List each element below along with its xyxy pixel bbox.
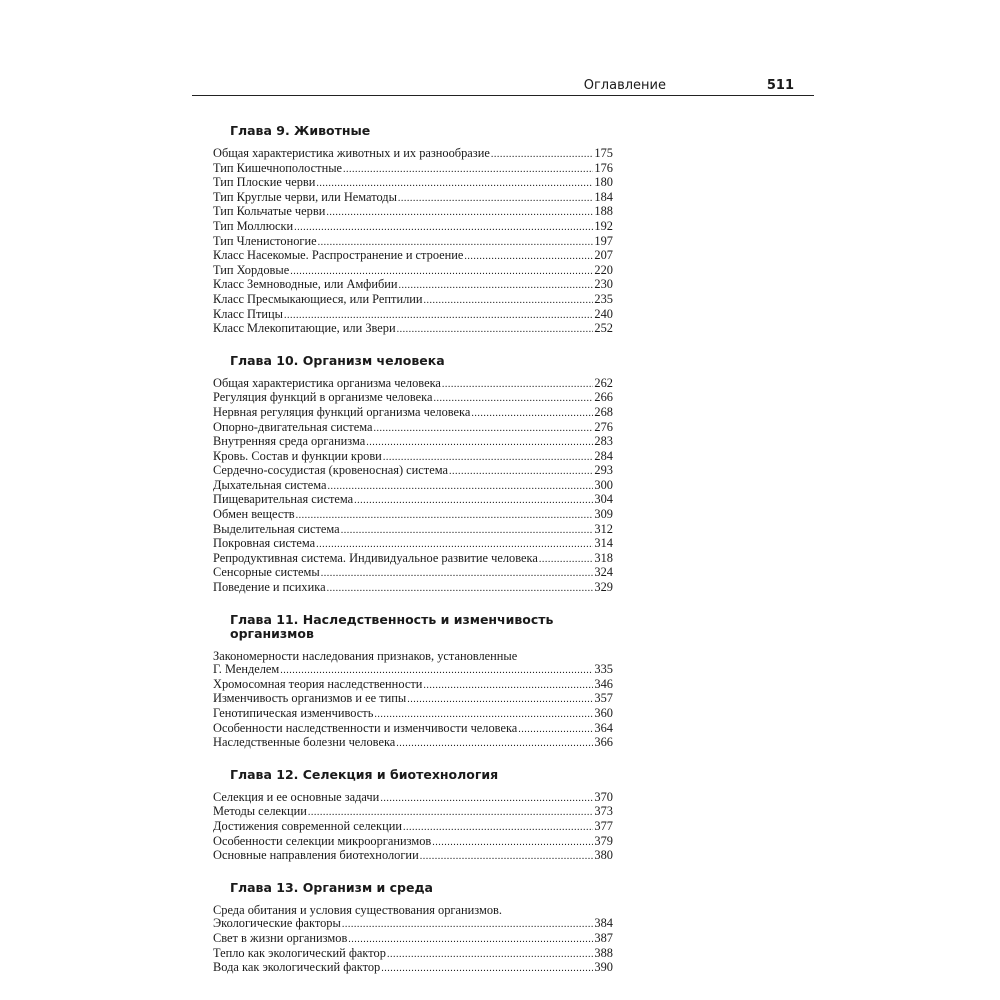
toc-entry-page: 293	[594, 463, 613, 478]
chapter-section	[213, 864, 613, 976]
dot-leader	[318, 236, 594, 250]
toc-entry-title: Тепло как экологический фактор	[213, 945, 386, 960]
table-of-contents	[213, 120, 613, 976]
toc-entry-page: 283	[594, 434, 613, 449]
toc-entry-page: 380	[594, 848, 613, 863]
dot-leader	[398, 192, 593, 206]
chapter-title	[230, 609, 613, 650]
page-header	[192, 76, 814, 96]
dot-leader	[342, 918, 594, 932]
toc-entry-title: Общая характеристика животных и их разнообразие	[213, 146, 490, 160]
toc-entry-title: Класс Насекомые. Распространение и строение	[213, 248, 464, 263]
dot-leader	[316, 177, 593, 191]
toc-entry	[213, 932, 613, 947]
chapter-section	[213, 337, 613, 596]
toc-entry-page: 276	[594, 419, 613, 434]
dot-leader	[327, 480, 593, 494]
toc-entry-page: 312	[594, 521, 613, 536]
toc-entry-page: 324	[594, 565, 613, 580]
dot-leader	[403, 821, 593, 835]
chapter-title-text: Глава 11. Наследственность и изменчивость	[230, 611, 554, 627]
toc-entry-title: Поведение и психика	[213, 580, 326, 595]
chapter-section	[213, 596, 613, 751]
toc-entry-title: Тип Кольчатые черви	[213, 204, 326, 219]
toc-entry-title: Дыхательная система	[213, 477, 327, 492]
dot-leader	[424, 294, 594, 308]
toc-entry-page: 240	[594, 306, 613, 321]
toc-entry	[213, 450, 613, 465]
chapter-gap	[213, 751, 613, 764]
toc-entry-page: 300	[594, 477, 613, 492]
dot-leader	[327, 582, 594, 596]
toc-entry	[213, 377, 613, 392]
toc-entry-page: 318	[594, 550, 613, 565]
toc-entry-title: Тип Кишечнополостные	[213, 160, 343, 175]
dot-leader	[464, 250, 593, 264]
toc-entry-title: Тип Хордовые	[213, 262, 290, 277]
toc-entry-title: Тип Членистоногие	[213, 233, 317, 248]
chapter-title-continuation: организмов	[230, 625, 314, 641]
toc-entry-title: Сенсорные системы	[213, 565, 320, 580]
toc-entry-page: 197	[594, 233, 613, 248]
toc-entry-page: 346	[594, 676, 613, 691]
toc-entry-page: 304	[594, 492, 613, 507]
toc-entry	[213, 508, 613, 523]
dot-leader	[326, 206, 593, 220]
toc-entry-title: Сердечно-сосудистая (кровеносная) система	[213, 463, 448, 478]
toc-entry-page: 252	[594, 321, 613, 336]
dot-leader	[280, 664, 593, 678]
toc-entry-title: Внутренняя среда организма	[213, 434, 366, 449]
toc-entry	[213, 537, 613, 552]
toc-entry	[213, 835, 613, 850]
toc-entry-page: 366	[594, 735, 613, 750]
toc-entry-title: Особенности наследственности и изменчивости человека	[213, 720, 518, 735]
toc-entry	[213, 791, 613, 806]
toc-entry-title: Методы селекции	[213, 804, 307, 819]
toc-entry	[213, 176, 613, 191]
dot-leader	[366, 436, 593, 450]
toc-entry-title: Класс Птицы	[213, 306, 283, 321]
chapter-gap	[213, 596, 613, 609]
toc-entry	[213, 479, 613, 494]
toc-entry-title: Репродуктивная система. Индивидуальное развитие человека	[213, 550, 538, 565]
toc-entry-page: 262	[594, 375, 613, 390]
toc-entry-page: 314	[594, 536, 613, 551]
toc-entry-page: 390	[594, 960, 613, 975]
dot-leader	[354, 494, 593, 508]
header-rule	[192, 95, 814, 96]
toc-entry-page: 207	[594, 248, 613, 263]
toc-entry	[213, 162, 613, 177]
chapter-gap	[213, 864, 613, 877]
toc-entry-page: 309	[594, 507, 613, 522]
chapter-section	[213, 120, 613, 337]
dot-leader	[420, 850, 594, 864]
toc-entry	[213, 736, 613, 751]
toc-entry-title: Опорно-двигательная система	[213, 419, 373, 434]
toc-entry-title: Экологические факторы	[213, 916, 341, 931]
toc-entry-title: Регуляция функций в организме человека	[213, 390, 433, 405]
dot-leader	[380, 792, 593, 806]
toc-entry	[213, 493, 613, 508]
toc-entry	[213, 406, 613, 421]
toc-entry	[213, 947, 613, 962]
toc-entry	[213, 566, 613, 581]
dot-leader	[423, 679, 593, 693]
dot-leader	[296, 509, 594, 523]
toc-entry-title: Общая характеристика организма человека	[213, 375, 441, 390]
toc-entry-title: Свет в жизни организмов	[213, 930, 348, 945]
dot-leader	[374, 708, 593, 722]
toc-entry-title: Класс Пресмыкающиеся, или Рептилии	[213, 291, 423, 306]
toc-entry-page: 188	[594, 204, 613, 219]
toc-entry	[213, 264, 613, 279]
dot-leader	[407, 693, 593, 707]
toc-entry-page: 192	[594, 218, 613, 233]
dot-leader	[432, 836, 593, 850]
chapter-title-text: Глава 12. Селекция и биотехнология	[230, 766, 499, 782]
toc-entry-title: Наследственные болезни человека	[213, 735, 396, 750]
toc-entry-title: Основные направления биотехнологии	[213, 848, 419, 863]
toc-entry-page: 377	[594, 818, 613, 833]
toc-entry-page: 268	[594, 404, 613, 419]
dot-leader	[396, 737, 593, 751]
toc-entry-title: Выделительная система	[213, 521, 340, 536]
toc-entry-page: 329	[594, 580, 613, 595]
chapter-title-text: Глава 10. Организм человека	[230, 352, 445, 368]
chapter-title	[230, 350, 613, 377]
toc-entry-title: Пищеварительная система	[213, 492, 354, 507]
chapter-title	[230, 764, 613, 791]
toc-entry	[213, 249, 613, 264]
toc-entry	[213, 293, 613, 308]
running-header-title: Оглавление	[583, 78, 666, 93]
dot-leader	[308, 806, 593, 820]
dot-leader	[290, 265, 593, 279]
chapter-title	[230, 120, 613, 147]
dot-leader	[518, 723, 593, 737]
toc-entry-title: Г. Менделем	[213, 662, 280, 677]
toc-entry-page: 335	[594, 662, 613, 677]
toc-entry	[213, 722, 613, 737]
toc-entry-title: Особенности селекции микроорганизмов	[213, 833, 432, 848]
toc-entry-title: Хромосомная теория наследственности	[213, 676, 423, 691]
toc-entry-page: 235	[594, 291, 613, 306]
chapter-title	[230, 877, 613, 904]
chapter-title-text: Глава 9. Животные	[230, 123, 371, 138]
toc-entry	[213, 820, 613, 835]
toc-entry-line: Среда обитания и условия существования организмов.	[213, 902, 502, 917]
toc-entry-line: Закономерности наследования признаков, установленные	[213, 648, 518, 663]
toc-entry	[213, 205, 613, 220]
toc-entry-title: Генотипическая изменчивость	[213, 706, 374, 720]
toc-entry	[213, 435, 613, 450]
toc-entry-page: 370	[594, 789, 613, 804]
dot-leader	[316, 538, 593, 552]
toc-entry-page: 379	[594, 833, 613, 848]
toc-entry	[213, 678, 613, 693]
toc-entry-page: 180	[594, 175, 613, 190]
dot-leader	[343, 163, 593, 177]
toc-entry	[213, 707, 613, 722]
toc-entry	[213, 663, 613, 678]
dot-leader	[381, 962, 593, 976]
toc-entry	[213, 322, 613, 337]
toc-entry-page: 357	[594, 691, 613, 706]
toc-entry-page: 184	[594, 189, 613, 204]
toc-entry-page: 176	[594, 160, 613, 175]
dot-leader	[471, 407, 593, 421]
toc-entry	[213, 581, 613, 596]
toc-entry-page: 360	[594, 706, 613, 720]
toc-entry-title: Кровь. Состав и функции крови	[213, 448, 382, 463]
toc-entry	[213, 692, 613, 707]
toc-entry	[213, 235, 613, 250]
toc-entry	[213, 917, 613, 932]
toc-entry-title: Тип Плоские черви	[213, 175, 316, 190]
toc-entry-page: 373	[594, 804, 613, 819]
dot-leader	[397, 323, 594, 337]
toc-entry-page: 364	[594, 720, 613, 735]
toc-entry-title: Селекция и ее основные задачи	[213, 789, 380, 804]
dot-leader	[442, 378, 593, 392]
dot-leader	[399, 279, 594, 293]
dot-leader	[341, 524, 594, 538]
dot-leader	[284, 309, 593, 323]
toc-entry-page: 384	[594, 916, 613, 931]
dot-leader	[321, 567, 594, 581]
toc-entry	[213, 464, 613, 479]
toc-entry-page: 266	[594, 390, 613, 405]
dot-leader	[373, 422, 593, 436]
dot-leader	[539, 553, 594, 567]
toc-entry	[213, 308, 613, 323]
toc-entry-title: Класс Земноводные, или Амфибии	[213, 277, 398, 292]
toc-entry-title: Нервная регуляция функций организма человека	[213, 404, 471, 419]
toc-entry-page: 220	[594, 262, 613, 277]
dot-leader	[294, 221, 593, 235]
chapter-section	[213, 751, 613, 864]
toc-entry-page: 284	[594, 448, 613, 463]
toc-entry	[213, 552, 613, 567]
toc-entry	[213, 849, 613, 864]
toc-entry-title: Тип Моллюски	[213, 218, 294, 233]
toc-entry	[213, 961, 613, 976]
dot-leader	[491, 148, 594, 162]
toc-entry-title: Класс Млекопитающие, или Звери	[213, 321, 396, 336]
dot-leader	[449, 465, 593, 479]
toc-entry-page: 175	[594, 146, 613, 160]
chapter-gap	[213, 337, 613, 350]
toc-entry-title: Обмен веществ	[213, 507, 295, 522]
dot-leader	[348, 933, 593, 947]
toc-entry	[213, 523, 613, 538]
dot-leader	[387, 948, 593, 962]
toc-entry-title: Достижения современной селекции	[213, 818, 402, 833]
toc-entry-title: Изменчивость организмов и ее типы	[213, 691, 407, 706]
toc-entry-title: Вода как экологический фактор	[213, 960, 381, 975]
page-number: 511	[766, 78, 794, 93]
toc-entry	[213, 391, 613, 406]
toc-entry	[213, 191, 613, 206]
toc-entry	[213, 805, 613, 820]
chapter-title-text: Глава 13. Организм и среда	[230, 879, 433, 895]
dot-leader	[383, 451, 594, 465]
toc-entry	[213, 220, 613, 235]
dot-leader	[434, 392, 594, 406]
toc-entry	[213, 278, 613, 293]
toc-entry	[213, 147, 613, 162]
toc-entry-title: Покровная система	[213, 536, 316, 551]
toc-entry	[213, 421, 613, 436]
toc-entry-page: 387	[594, 930, 613, 945]
toc-entry-page: 388	[594, 945, 613, 960]
toc-entry-page: 230	[594, 277, 613, 292]
toc-entry-title: Тип Круглые черви, или Нематоды	[213, 189, 397, 204]
